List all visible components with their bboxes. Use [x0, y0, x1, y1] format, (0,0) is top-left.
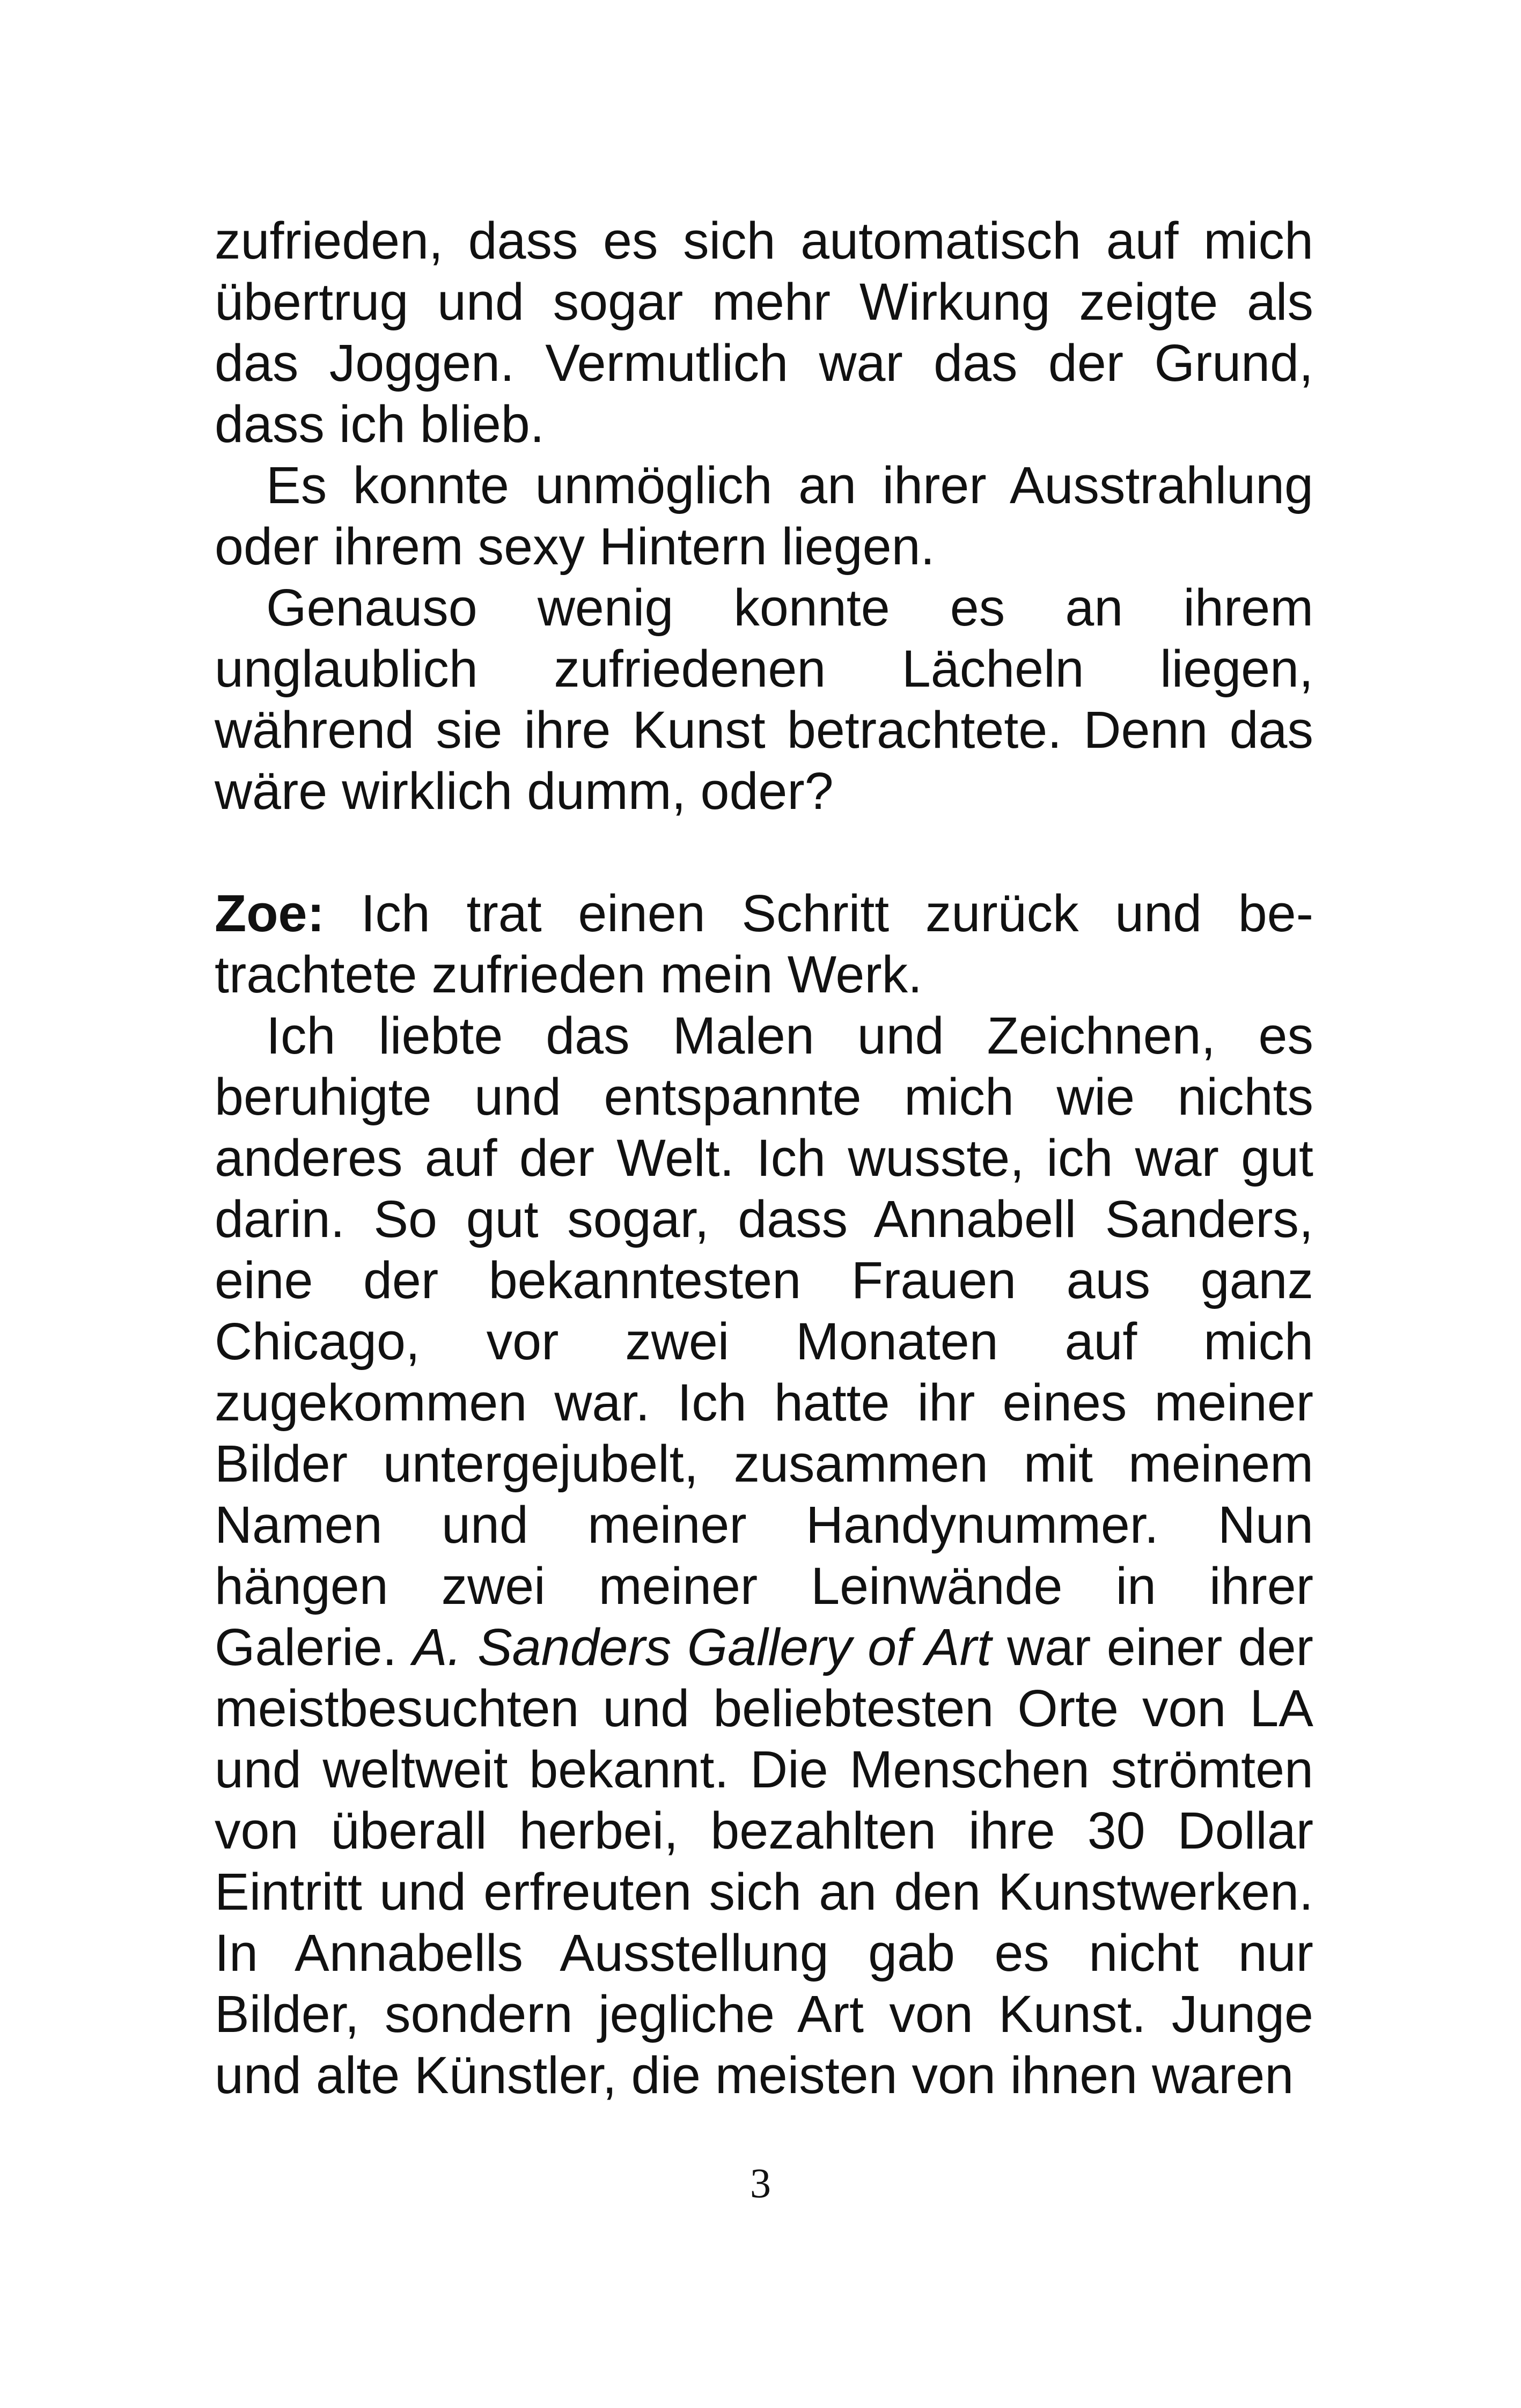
- gallery-name: A. Sanders Gallery of Art: [412, 1618, 991, 1676]
- body-text: [215, 210, 1313, 2106]
- paragraph-2: Es konnte unmöglich an ihrer Ausstrahlung oder ihrem sexy Hintern liegen.: [215, 456, 1313, 576]
- section-break: [215, 822, 1313, 883]
- page-number: 3: [750, 2160, 771, 2206]
- speaker-label: Zoe:: [215, 884, 325, 942]
- paragraph-5: [215, 1005, 1313, 2106]
- paragraph-5-text: Ich liebte das Malen und Zeichnen, es beruhigte und entspannte mich wie nichts anderes auf der Welt. Ich wusste, ich war gut darin. So gut sogar, dass Annabell Sanders, eine der bekanntesten Frauen aus ganz Chicago, vor zwei Monaten auf mich zugekommen war. Ich hatte ihr eines meiner Bilder untergejubelt, zusammen mit meinem Namen und meiner Handynummer. Nun hängen zwei meiner Leinwände in ihrer Galerie.: [215, 1006, 1313, 1676]
- paragraph-4-text: Ich trat einen Schritt zurück und betrachtete zufrieden mein Werk.: [215, 884, 1313, 1004]
- paragraph-5-rest: war einer der meistbesuchten und beliebtesten Orte von LA und weltweit bekannt. Die Menschen strömten von überall herbei, bezahlten ihre 30 Dollar Eintritt und erfreuten sich an den Kunstwerken. In Annabells Ausstellung gab es nicht nur Bilder, sondern jegliche Art von Kunst. Junge und alte Künstler, die meisten von ihnen waren: [215, 1618, 1313, 2104]
- paragraph-4: [215, 883, 1313, 1005]
- paragraph-3: Genauso wenig konnte es an ihrem unglaublich zufriedenen Lächeln liegen, während sie ihre Kunst betrachtete. Denn das wäre wirklich dumm, oder?: [215, 578, 1313, 820]
- paragraph-1: zufrieden, dass es sich automatisch auf mich übertrug und sogar mehr Wirkung zeigte als das Joggen. Vermutlich war das der Grund, dass ich blieb.: [215, 211, 1313, 453]
